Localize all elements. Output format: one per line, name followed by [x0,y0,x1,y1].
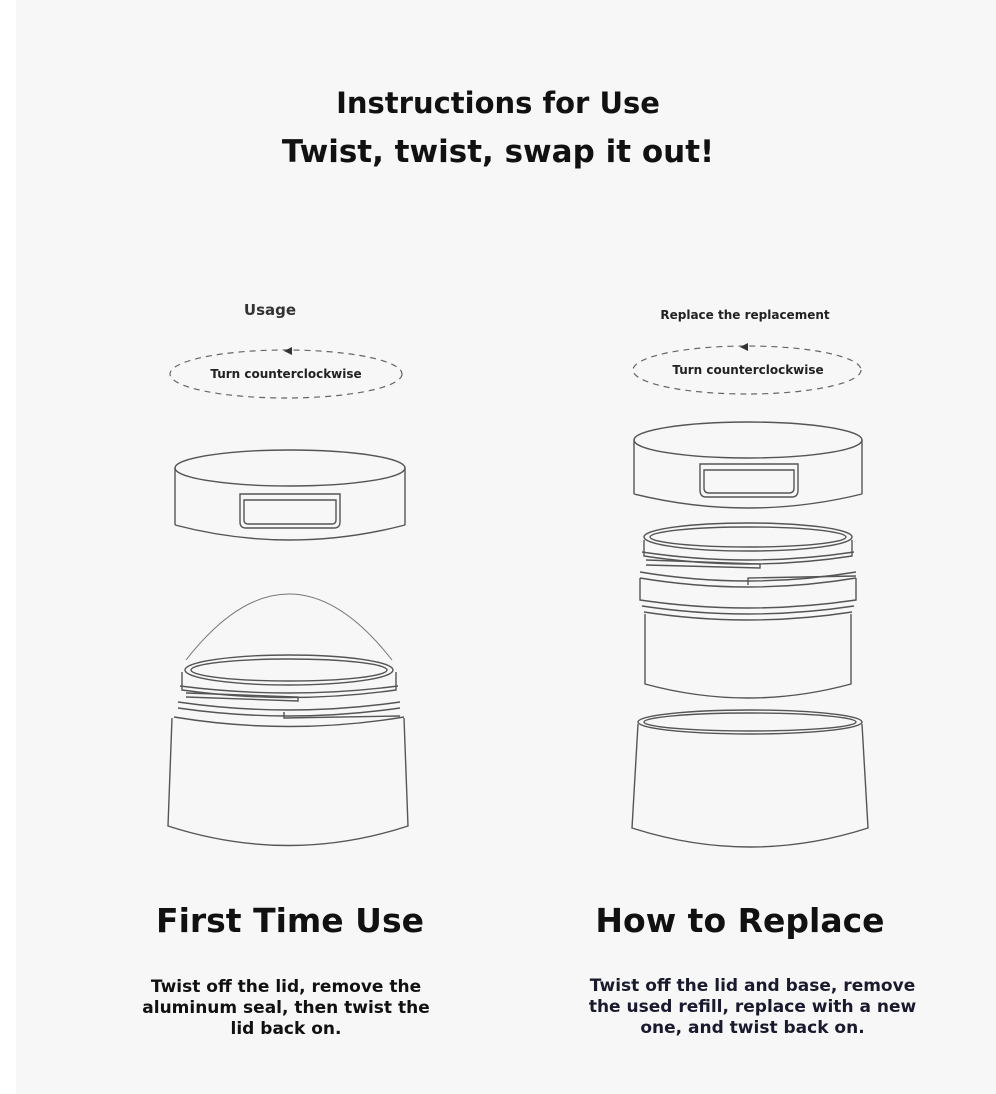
left-container [168,655,408,846]
replace-label: Replace the replacement [660,308,830,322]
left-seal-dome [186,594,392,660]
arrow-left-icon [284,347,292,355]
arrow-left-icon [740,343,748,351]
left-rotation-text: Turn counterclockwise [210,367,362,381]
right-lid [634,422,862,508]
right-rotation-text: Turn counterclockwise [672,363,824,377]
right-base [632,710,868,847]
how-to-replace-description: Twist off the lid and base, remove the used refill, replace with a new one, and twist back on. [588,976,917,1038]
how-to-replace-heading: How to Replace [595,901,885,940]
first-time-use-description: Twist off the lid, remove the aluminum seal, then twist the lid back on. [142,977,430,1039]
left-lid [175,450,405,540]
first-time-use-heading: First Time Use [156,901,424,940]
page-title: Instructions for Use [336,86,660,120]
page-subtitle: Twist, twist, swap it out! [281,134,715,170]
right-refill [640,523,856,698]
usage-label: Usage [243,301,297,319]
